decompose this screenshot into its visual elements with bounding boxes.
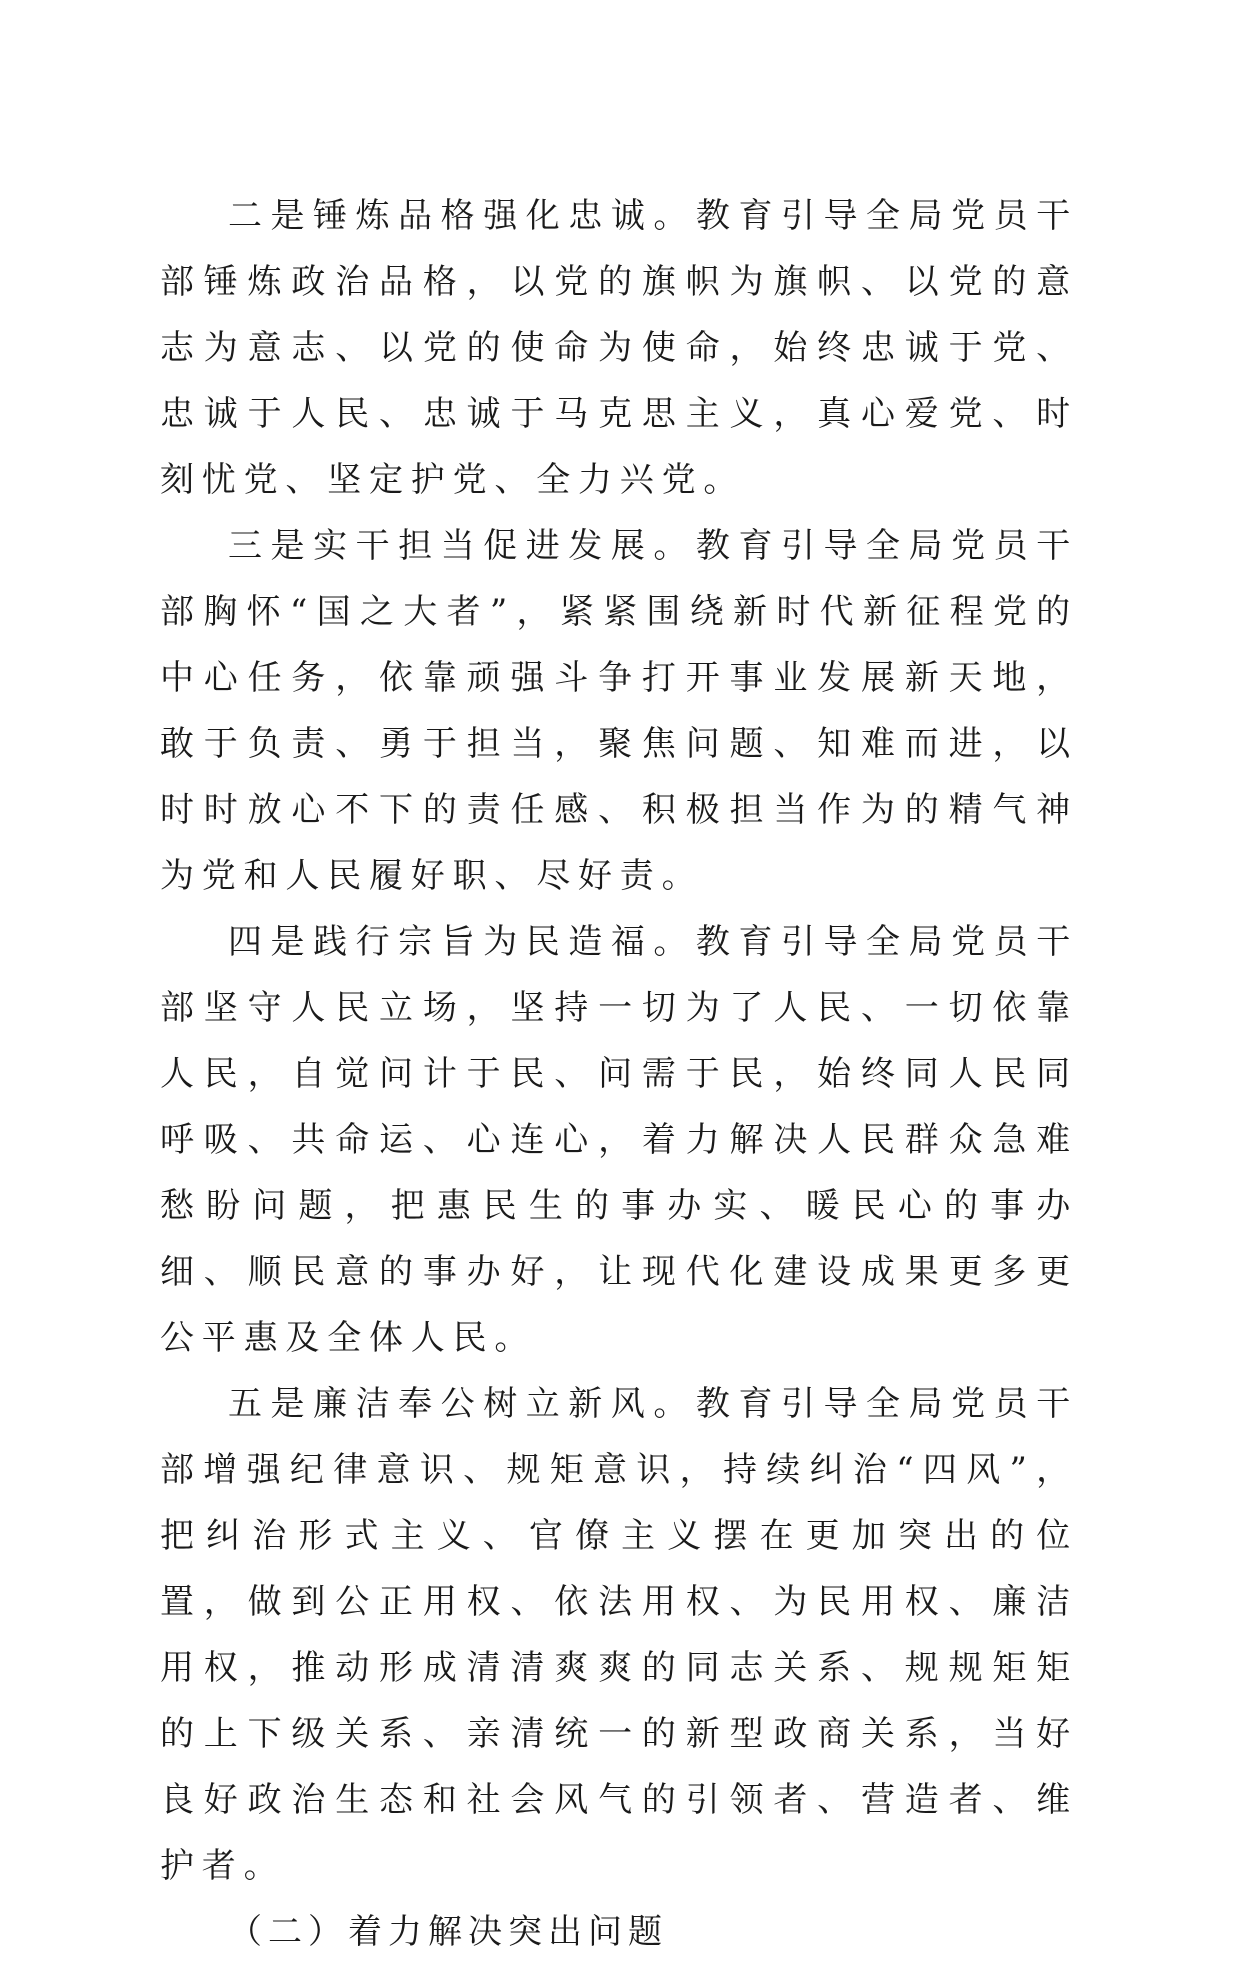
document-body <box>160 183 1078 1965</box>
paragraph-development: 三是实干担当促进发展。教育引导全局党员干部胸怀“国之大者”，紧紧围绕新时代新征程党的中心任务，依靠顽强斗争打开事业发展新天地，敢于负责、勇于担当，聚焦问题、知难而进，以时时放心不下的责任感、积极担当作为的精气神为党和人民履好职、尽好责。 <box>160 526 1078 896</box>
paragraph-loyalty: 二是锤炼品格强化忠诚。教育引导全局党员干部锤炼政治品格，以党的旗帜为旗帜、以党的意志为意志、以党的使命为使命，始终忠诚于党、忠诚于人民、忠诚于马克思主义，真心爱党、时刻忧党、坚定护党、全力兴党。 <box>160 196 1078 500</box>
section-heading: （二）着力解决突出问题 <box>228 1912 668 1952</box>
paragraph-people: 四是践行宗旨为民造福。教育引导全局党员干部坚守人民立场，坚持一切为了人民、一切依靠人民，自觉问计于民、问需于民，始终同人民同呼吸、共命运、心连心，着力解决人民群众急难愁盼问题，把惠民生的事办实、暖民心的事办细、顺民意的事办好，让现代化建设成果更多更公平惠及全体人民。 <box>160 922 1078 1358</box>
paragraph-integrity: 五是廉洁奉公树立新风。教育引导全局党员干部增强纪律意识、规矩意识，持续纠治“四风”，把纠治形式主义、官僚主义摆在更加突出的位置，做到公正用权、依法用权、为民用权、廉洁用权，推动形成清清爽爽的同志关系、规规矩矩的上下级关系、亲清统一的新型政商关系，当好良好政治生态和社会风气的引领者、营造者、维护者。 <box>160 1384 1078 1886</box>
